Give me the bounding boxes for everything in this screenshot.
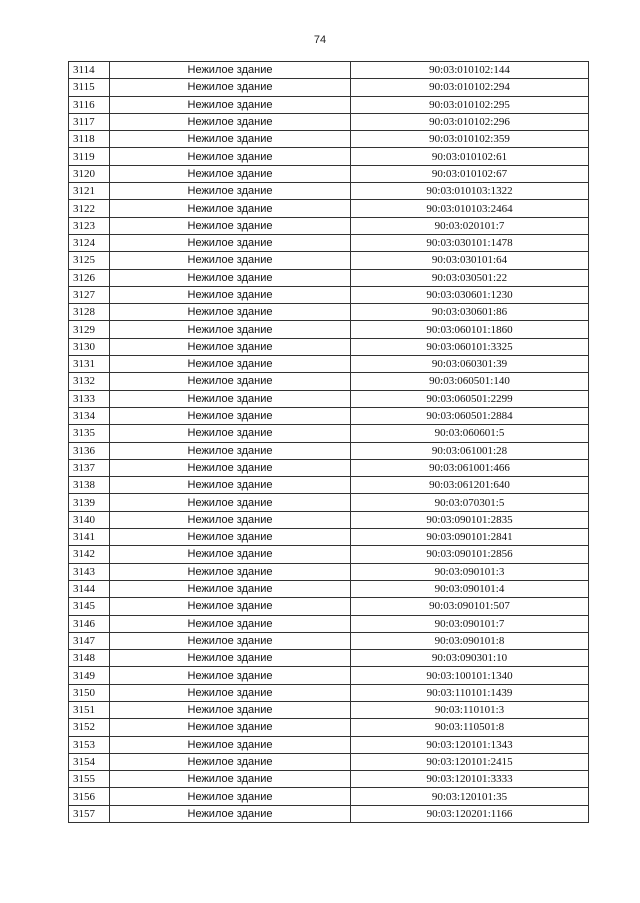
cadastral-number-cell: 90:03:010102:296	[351, 113, 589, 130]
table-row	[69, 580, 589, 597]
object-type-cell: Нежилое здание	[110, 113, 351, 130]
table-row	[69, 252, 589, 269]
row-number-cell: 3142	[69, 546, 110, 563]
cadastral-number-cell: 90:03:030601:1230	[351, 286, 589, 303]
object-type-cell: Нежилое здание	[110, 719, 351, 736]
object-type-cell: Нежилое здание	[110, 234, 351, 251]
row-number-cell: 3130	[69, 338, 110, 355]
cadastral-number-cell: 90:03:020101:7	[351, 217, 589, 234]
row-number-cell: 3154	[69, 753, 110, 770]
object-type-cell: Нежилое здание	[110, 529, 351, 546]
table-row	[69, 771, 589, 788]
table-row	[69, 701, 589, 718]
cadastral-number-cell: 90:03:090101:7	[351, 615, 589, 632]
object-type-cell: Нежилое здание	[110, 79, 351, 96]
row-number-cell: 3153	[69, 736, 110, 753]
cadastral-number-cell: 90:03:110501:8	[351, 719, 589, 736]
object-type-cell: Нежилое здание	[110, 615, 351, 632]
table-row	[69, 183, 589, 200]
cadastral-number-cell: 90:03:010102:295	[351, 96, 589, 113]
cadastral-number-cell: 90:03:090101:8	[351, 632, 589, 649]
table-row	[69, 494, 589, 511]
cadastral-number-cell: 90:03:120201:1166	[351, 805, 589, 822]
row-number-cell: 3143	[69, 563, 110, 580]
table-row	[69, 131, 589, 148]
row-number-cell: 3139	[69, 494, 110, 511]
cadastral-number-cell: 90:03:090101:4	[351, 580, 589, 597]
table-row	[69, 234, 589, 251]
table-row	[69, 304, 589, 321]
object-type-cell: Нежилое здание	[110, 580, 351, 597]
row-number-cell: 3152	[69, 719, 110, 736]
object-type-cell: Нежилое здание	[110, 598, 351, 615]
cadastral-number-cell: 90:03:061001:28	[351, 442, 589, 459]
object-type-cell: Нежилое здание	[110, 200, 351, 217]
table-row	[69, 321, 589, 338]
table-row	[69, 753, 589, 770]
table-row	[69, 96, 589, 113]
table-row	[69, 805, 589, 822]
object-type-cell: Нежилое здание	[110, 494, 351, 511]
cadastral-number-cell: 90:03:110101:3	[351, 701, 589, 718]
object-type-cell: Нежилое здание	[110, 338, 351, 355]
object-type-cell: Нежилое здание	[110, 805, 351, 822]
row-number-cell: 3145	[69, 598, 110, 615]
cadastral-number-cell: 90:03:010102:67	[351, 165, 589, 182]
table-row	[69, 200, 589, 217]
table-row	[69, 165, 589, 182]
row-number-cell: 3118	[69, 131, 110, 148]
cadastral-number-cell: 90:03:090101:2856	[351, 546, 589, 563]
object-type-cell: Нежилое здание	[110, 425, 351, 442]
row-number-cell: 3123	[69, 217, 110, 234]
object-type-cell: Нежилое здание	[110, 131, 351, 148]
table-row	[69, 788, 589, 805]
row-number-cell: 3114	[69, 62, 110, 79]
object-type-cell: Нежилое здание	[110, 667, 351, 684]
table-row	[69, 684, 589, 701]
row-number-cell: 3147	[69, 632, 110, 649]
row-number-cell: 3140	[69, 511, 110, 528]
row-number-cell: 3134	[69, 407, 110, 424]
table-row	[69, 407, 589, 424]
object-type-cell: Нежилое здание	[110, 546, 351, 563]
table-row	[69, 338, 589, 355]
table-row	[69, 79, 589, 96]
cadastral-number-cell: 90:03:010102:61	[351, 148, 589, 165]
object-type-cell: Нежилое здание	[110, 373, 351, 390]
row-number-cell: 3150	[69, 684, 110, 701]
table-row	[69, 459, 589, 476]
cadastral-number-cell: 90:03:060501:2884	[351, 407, 589, 424]
cadastral-number-cell: 90:03:110101:1439	[351, 684, 589, 701]
row-number-cell: 3141	[69, 529, 110, 546]
table-row	[69, 667, 589, 684]
row-number-cell: 3117	[69, 113, 110, 130]
row-number-cell: 3121	[69, 183, 110, 200]
row-number-cell: 3155	[69, 771, 110, 788]
cadastral-number-cell: 90:03:010103:2464	[351, 200, 589, 217]
cadastral-number-cell: 90:03:120101:3333	[351, 771, 589, 788]
cadastral-number-cell: 90:03:060601:5	[351, 425, 589, 442]
object-type-cell: Нежилое здание	[110, 304, 351, 321]
cadastral-number-cell: 90:03:061201:640	[351, 477, 589, 494]
row-number-cell: 3131	[69, 356, 110, 373]
row-number-cell: 3136	[69, 442, 110, 459]
object-type-cell: Нежилое здание	[110, 771, 351, 788]
row-number-cell: 3157	[69, 805, 110, 822]
table-row	[69, 598, 589, 615]
cadastral-number-cell: 90:03:090101:2841	[351, 529, 589, 546]
table-row	[69, 615, 589, 632]
table-row	[69, 442, 589, 459]
table-row	[69, 286, 589, 303]
cadastral-number-cell: 90:03:030501:22	[351, 269, 589, 286]
cadastral-number-cell: 90:03:010103:1322	[351, 183, 589, 200]
object-type-cell: Нежилое здание	[110, 407, 351, 424]
table-row	[69, 217, 589, 234]
object-type-cell: Нежилое здание	[110, 788, 351, 805]
object-type-cell: Нежилое здание	[110, 753, 351, 770]
object-type-cell: Нежилое здание	[110, 217, 351, 234]
row-number-cell: 3125	[69, 252, 110, 269]
object-type-cell: Нежилое здание	[110, 459, 351, 476]
page-number: 74	[313, 34, 327, 46]
cadastral-number-cell: 90:03:090101:3	[351, 563, 589, 580]
object-type-cell: Нежилое здание	[110, 96, 351, 113]
object-type-cell: Нежилое здание	[110, 477, 351, 494]
object-type-cell: Нежилое здание	[110, 650, 351, 667]
row-number-cell: 3116	[69, 96, 110, 113]
object-type-cell: Нежилое здание	[110, 269, 351, 286]
object-type-cell: Нежилое здание	[110, 701, 351, 718]
cadastral-number-cell: 90:03:100101:1340	[351, 667, 589, 684]
cadastral-number-cell: 90:03:090101:507	[351, 598, 589, 615]
row-number-cell: 3144	[69, 580, 110, 597]
table-row	[69, 62, 589, 79]
object-type-cell: Нежилое здание	[110, 563, 351, 580]
row-number-cell: 3128	[69, 304, 110, 321]
object-type-cell: Нежилое здание	[110, 632, 351, 649]
cadastral-number-cell: 90:03:010102:359	[351, 131, 589, 148]
table-row	[69, 477, 589, 494]
row-number-cell: 3127	[69, 286, 110, 303]
cadastral-number-cell: 90:03:010102:144	[351, 62, 589, 79]
object-type-cell: Нежилое здание	[110, 736, 351, 753]
row-number-cell: 3120	[69, 165, 110, 182]
table-row	[69, 425, 589, 442]
cadastral-number-cell: 90:03:030601:86	[351, 304, 589, 321]
row-number-cell: 3124	[69, 234, 110, 251]
cadastral-number-cell: 90:03:120101:2415	[351, 753, 589, 770]
table-row	[69, 148, 589, 165]
object-type-cell: Нежилое здание	[110, 148, 351, 165]
object-type-cell: Нежилое здание	[110, 684, 351, 701]
row-number-cell: 3146	[69, 615, 110, 632]
cadastral-number-cell: 90:03:030101:64	[351, 252, 589, 269]
row-number-cell: 3138	[69, 477, 110, 494]
table-row	[69, 650, 589, 667]
cadastral-number-cell: 90:03:010102:294	[351, 79, 589, 96]
registry-table	[68, 61, 589, 823]
cadastral-number-cell: 90:03:060101:1860	[351, 321, 589, 338]
table-row	[69, 719, 589, 736]
object-type-cell: Нежилое здание	[110, 356, 351, 373]
cadastral-number-cell: 90:03:120101:35	[351, 788, 589, 805]
cadastral-number-cell: 90:03:120101:1343	[351, 736, 589, 753]
row-number-cell: 3115	[69, 79, 110, 96]
table-row	[69, 736, 589, 753]
object-type-cell: Нежилое здание	[110, 511, 351, 528]
row-number-cell: 3129	[69, 321, 110, 338]
cadastral-number-cell: 90:03:030101:1478	[351, 234, 589, 251]
row-number-cell: 3135	[69, 425, 110, 442]
object-type-cell: Нежилое здание	[110, 442, 351, 459]
row-number-cell: 3119	[69, 148, 110, 165]
table-row	[69, 373, 589, 390]
object-type-cell: Нежилое здание	[110, 286, 351, 303]
row-number-cell: 3126	[69, 269, 110, 286]
table-row	[69, 269, 589, 286]
object-type-cell: Нежилое здание	[110, 390, 351, 407]
cadastral-number-cell: 90:03:061001:466	[351, 459, 589, 476]
row-number-cell: 3148	[69, 650, 110, 667]
table-row	[69, 563, 589, 580]
cadastral-number-cell: 90:03:060501:2299	[351, 390, 589, 407]
object-type-cell: Нежилое здание	[110, 321, 351, 338]
table-row	[69, 529, 589, 546]
row-number-cell: 3151	[69, 701, 110, 718]
cadastral-number-cell: 90:03:060301:39	[351, 356, 589, 373]
cadastral-number-cell: 90:03:060501:140	[351, 373, 589, 390]
table-row	[69, 113, 589, 130]
row-number-cell: 3156	[69, 788, 110, 805]
table-row	[69, 390, 589, 407]
table-row	[69, 511, 589, 528]
row-number-cell: 3137	[69, 459, 110, 476]
object-type-cell: Нежилое здание	[110, 62, 351, 79]
cadastral-number-cell: 90:03:070301:5	[351, 494, 589, 511]
row-number-cell: 3132	[69, 373, 110, 390]
cadastral-number-cell: 90:03:090301:10	[351, 650, 589, 667]
object-type-cell: Нежилое здание	[110, 165, 351, 182]
object-type-cell: Нежилое здание	[110, 252, 351, 269]
object-type-cell: Нежилое здание	[110, 183, 351, 200]
row-number-cell: 3149	[69, 667, 110, 684]
registry-table-body	[69, 62, 589, 823]
table-row	[69, 546, 589, 563]
row-number-cell: 3133	[69, 390, 110, 407]
table-row	[69, 356, 589, 373]
cadastral-number-cell: 90:03:060101:3325	[351, 338, 589, 355]
cadastral-number-cell: 90:03:090101:2835	[351, 511, 589, 528]
table-row	[69, 632, 589, 649]
row-number-cell: 3122	[69, 200, 110, 217]
